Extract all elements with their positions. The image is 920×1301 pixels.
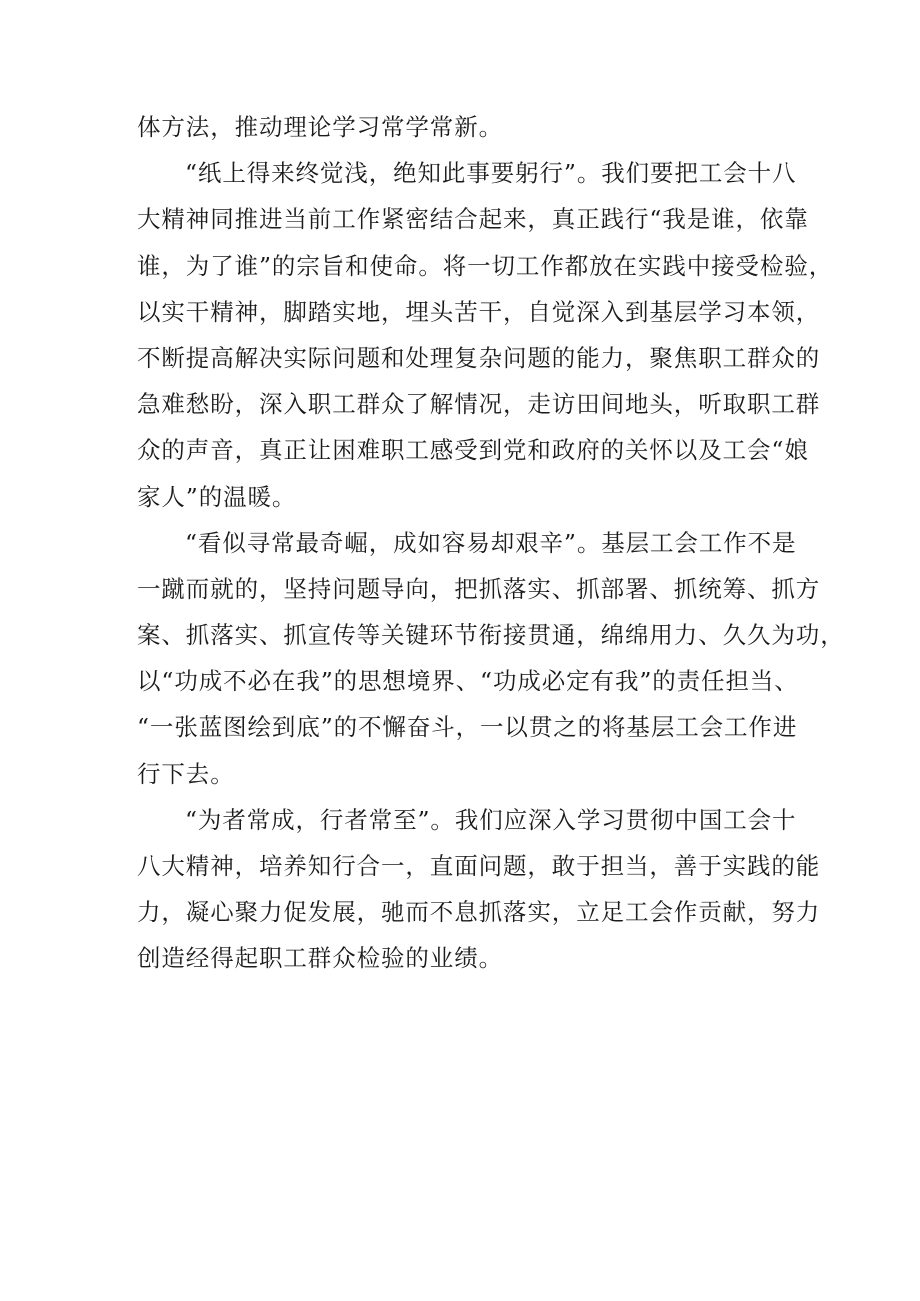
paragraph-2-line-5: 不断提高解决实际问题和处理复杂问题的能力，聚焦职工群众的	[137, 343, 821, 372]
paragraph-4-line-1: “为者常成，行者常至”。我们应深入学习贯彻中国工会十	[185, 805, 797, 834]
paragraph-2-line-7: 众的声音，真正让困难职工感受到党和政府的关怀以及工会“娘	[137, 436, 809, 465]
paragraph-4-line-2: 八大精神，培养知行合一，直面问题，敢于担当，善于实践的能	[137, 852, 821, 880]
document-body	[137, 104, 845, 982]
paragraph-2-line-3: 谁，为了谁”的宗旨和使命。将一切工作都放在实践中接受检验，	[137, 251, 834, 280]
paragraph-1-line-1: 体方法，推动理论学习常学常新。	[137, 113, 503, 141]
paragraph-3-line-3: 案、抓落实、抓宣传等关键环节衔接贯通，绵绵用力、久久为功，	[137, 621, 845, 650]
paragraph-3-line-2: 一蹴而就的，坚持问题导向，把抓落实、抓部署、抓统筹、抓方	[137, 574, 821, 603]
paragraph-2-line-8: 家人”的温暖。	[137, 482, 297, 511]
paragraph-3-line-1: “看似寻常最奇崛，成如容易却艰辛”。基层工会工作不是	[185, 528, 797, 557]
paragraph-3-line-4: 以“功成不必在我”的思想境界、“功成必定有我”的责任担当、	[137, 667, 799, 696]
paragraph-4-line-4: 创造经得起职工群众检验的业绩。	[137, 944, 503, 973]
paragraph-2-line-1: “纸上得来终觉浅，绝知此事要躬行”。我们要把工会十八	[185, 159, 797, 188]
paragraph-2-line-2: 大精神同推进当前工作紧密结合起来，真正践行“我是谁，依靠	[137, 205, 809, 234]
paragraph-3-line-5: “一张蓝图绘到底”的不懈奋斗，一以贯之的将基层工会工作进	[137, 713, 798, 742]
paragraph-2-line-4: 以实干精神，脚踏实地，埋头苦干，自觉深入到基层学习本领，	[137, 297, 821, 326]
paragraph-2-line-6: 急难愁盼，深入职工群众了解情况，走访田间地头，听取职工群	[137, 390, 821, 419]
paragraph-3-line-6: 行下去。	[137, 759, 235, 788]
paragraph-4-line-3: 力，凝心聚力促发展，驰而不息抓落实，立足工会作贡献，努力	[137, 898, 821, 927]
